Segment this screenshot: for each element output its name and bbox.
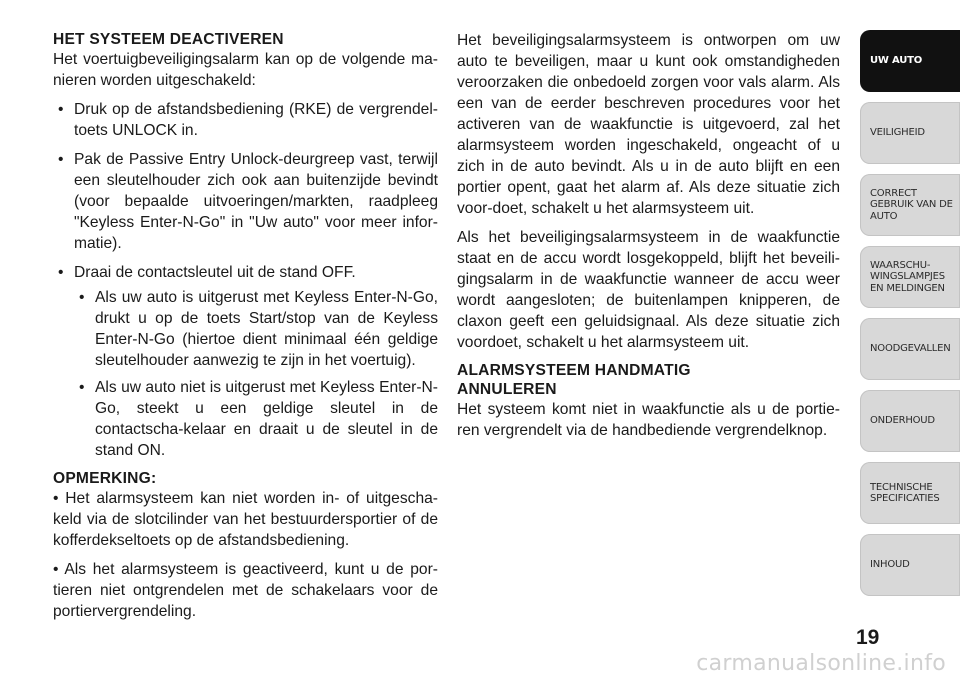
note-heading: OPMERKING: <box>53 470 157 487</box>
tab-label: WAARSCHU-WINGSLAMPJES EN MELDINGEN <box>870 259 945 294</box>
right-column <box>457 30 840 449</box>
tab-noodgevallen[interactable] <box>860 318 960 380</box>
note-paragraph: • Het alarmsysteem kan niet worden in- of uitgescha-keld via de slotcilinder van het bestuurdersportier of de kofferdekseltoets op de afstandsbediening. <box>53 490 438 549</box>
list-item <box>53 262 438 461</box>
tab-uw-auto[interactable] <box>860 30 960 92</box>
tab-veiligheid[interactable] <box>860 102 960 164</box>
deactivate-list <box>53 99 438 461</box>
heading-line: ALARMSYSTEEM HANDMATIG <box>457 362 691 379</box>
tab-correct-gebruik[interactable] <box>860 174 960 236</box>
body-paragraph: Als het beveiligingsalarmsysteem in de waakfunctie staat en de accu wordt losgekoppeld, blijft het beveili-gingsalarm in de waakfunctie wanneer de accu weer wordt aangesloten; de buitenlampen knipperen, de claxon geeft een geluidsignaal. Als deze situatie zich voordoet, schakelt u het alarmsysteem uit. <box>457 229 840 351</box>
chapter-tabs <box>860 30 960 606</box>
section-heading-deactivate: HET SYSTEEM DEACTIVEREN <box>53 31 284 48</box>
list-item-text: Draai de contactsleutel uit de stand OFF. <box>74 264 356 281</box>
watermark: carmanualsonline.info <box>696 651 946 676</box>
ignition-sublist <box>74 287 438 461</box>
list-item: • Druk op de afstandsbediening (RKE) de vergrendel-toets UNLOCK in. <box>53 99 438 141</box>
tab-label: ONDERHOUD <box>870 415 935 427</box>
sub-list-item: • Als uw auto is uitgerust met Keyless Enter-N-Go, drukt u op de toets Start/stop van de Keyless Enter-N-Go (hiertoe dient minimaal één geldige sleutelhouder aanwezig te zijn in het voertuig). <box>74 287 438 371</box>
sub-list-item: • Als uw auto niet is uitgerust met Keyless Enter-N-Go, steekt u een geldige sleutel in de contactscha-kelaar en draait u de sleutel in de stand ON. <box>74 377 438 461</box>
tab-label: NOODGEVALLEN <box>870 343 951 355</box>
body-paragraph: Het systeem komt niet in waakfunctie als u de portie-ren vergrendelt via de handbediende vergrendelknop. <box>457 401 840 439</box>
tab-waarschuwingslampjes[interactable] <box>860 246 960 308</box>
section-heading-cancel <box>457 361 840 399</box>
tab-label: VEILIGHEID <box>870 127 925 139</box>
body-paragraph: Het beveiligingsalarmsysteem is ontworpen om uw auto te beveiligen, maar u kunt ook omstandigheden veroorzaken die onbedoeld zorgen voor vals alarm. Als een van de eerder beschreven procedures voor het activeren van de waakfunctie is uitgevoerd, zal het alarmsysteem worden ingeschakeld, ongeacht of u zich in de auto bevindt. Als u in de auto blijft en een portier opent, gaat het alarm af. Als deze situatie zich voor-doet, schakelt u het alarmsysteem uit. <box>457 32 840 217</box>
note-paragraph: • Als het alarmsysteem is geactiveerd, kunt u de por-tieren niet ontgrendelen met de schakelaars voor de portiervergrendeling. <box>53 561 438 620</box>
tab-label: CORRECT GEBRUIK VAN DE AUTO <box>870 187 953 222</box>
tab-onderhoud[interactable] <box>860 390 960 452</box>
tab-technische-specificaties[interactable] <box>860 462 960 524</box>
heading-line: ANNULEREN <box>457 381 557 398</box>
list-item: • Pak de Passive Entry Unlock-deurgreep vast, terwijl een sleutelhouder zich ook aan buitenzijde bevindt (voor bepaalde uitvoeringen/markten, raadpleeg "Keyless Enter-N-Go" in "Uw auto" voor meer infor-matie). <box>53 149 438 254</box>
tab-label: TECHNISCHE SPECIFICATIES <box>870 481 940 504</box>
tab-label: UW AUTO <box>870 55 923 67</box>
tab-inhoud[interactable] <box>860 534 960 596</box>
tab-label: INHOUD <box>870 559 910 571</box>
left-column <box>53 30 438 630</box>
page-number: 19 <box>856 626 880 649</box>
intro-paragraph: Het voertuigbeveiligingsalarm kan op de volgende ma-nieren worden uitgeschakeld: <box>53 51 438 89</box>
